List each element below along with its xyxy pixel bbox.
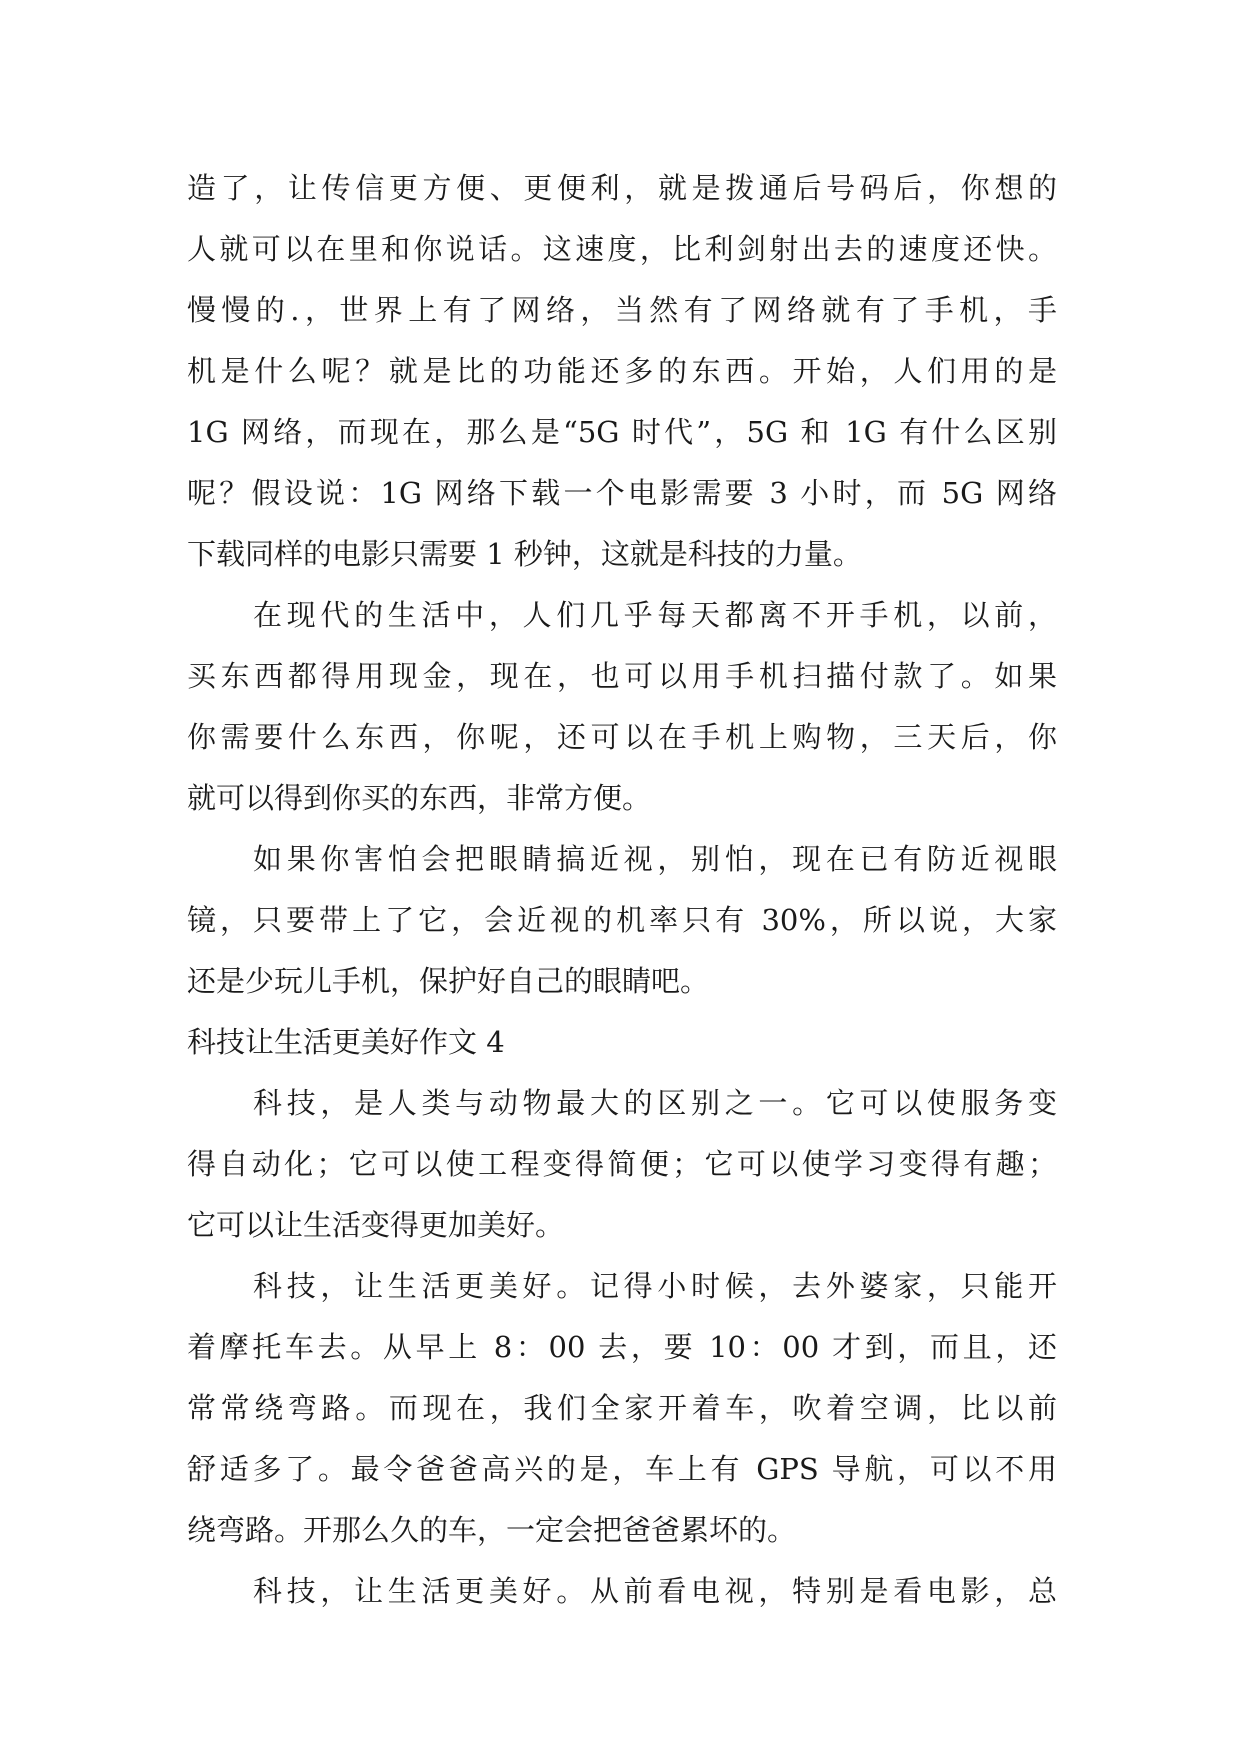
paragraph-first-line: 科技，让生活更美好。记得小时候，去外婆家，只能开 [253,1269,1057,1303]
text-line: 绕弯路。开那么久的车，一定会把爸爸累坏的。 [187,1513,797,1547]
paragraph-first-line: 如果你害怕会把眼睛搞近视，别怕，现在已有防近视眼 [253,842,1057,876]
section-heading: 科技让生活更美好作文 4 [187,1025,505,1059]
text-line: 造了，让传信更方便、更便利，就是拨通后号码后，你想的 [187,171,1057,205]
text-line: 买东西都得用现金，现在，也可以用手机扫描付款了。如果 [187,659,1057,693]
paragraph-first-line: 科技，是人类与动物最大的区别之一。它可以使服务变 [253,1086,1057,1120]
text-line: 机是什么呢？就是比的功能还多的东西。开始，人们用的是 [187,354,1057,388]
text-line: 下载同样的电影只需要 1 秒钟，这就是科技的力量。 [187,537,862,571]
essay-text [187,158,1057,1622]
text-line: 你需要什么东西，你呢，还可以在手机上购物，三天后，你 [187,720,1057,754]
text-line: 得自动化；它可以使工程变得简便；它可以使学习变得有趣； [187,1147,1057,1181]
text-line: 它可以让生活变得更加美好。 [187,1208,565,1242]
text-line: 着摩托车去。从早上 8：00 去，要 10：00 才到，而且，还 [187,1330,1057,1364]
paragraph-first-line: 在现代的生活中，人们几乎每天都离不开手机，以前， [253,598,1057,632]
text-line: 还是少玩儿手机，保护好自己的眼睛吧。 [187,964,710,998]
text-line: 慢慢的.，世界上有了网络，当然有了网络就有了手机，手 [187,293,1057,327]
text-line: 人就可以在里和你说话。这速度，比利剑射出去的速度还快。 [187,232,1057,266]
text-line: 舒适多了。最令爸爸高兴的是，车上有 GPS 导航，可以不用 [187,1452,1057,1486]
text-line: 常常绕弯路。而现在，我们全家开着车，吹着空调，比以前 [187,1391,1057,1425]
paragraph-first-line: 科技，让生活更美好。从前看电视，特别是看电影，总 [253,1574,1057,1608]
text-line: 就可以得到你买的东西，非常方便。 [187,781,652,815]
text-line: 镜，只要带上了它，会近视的机率只有 30%，所以说，大家 [187,903,1057,937]
text-line: 1G 网络，而现在，那么是“5G 时代”，5G 和 1G 有什么区别 [187,415,1057,449]
text-line: 呢？假设说：1G 网络下载一个电影需要 3 小时，而 5G 网络 [187,476,1057,510]
